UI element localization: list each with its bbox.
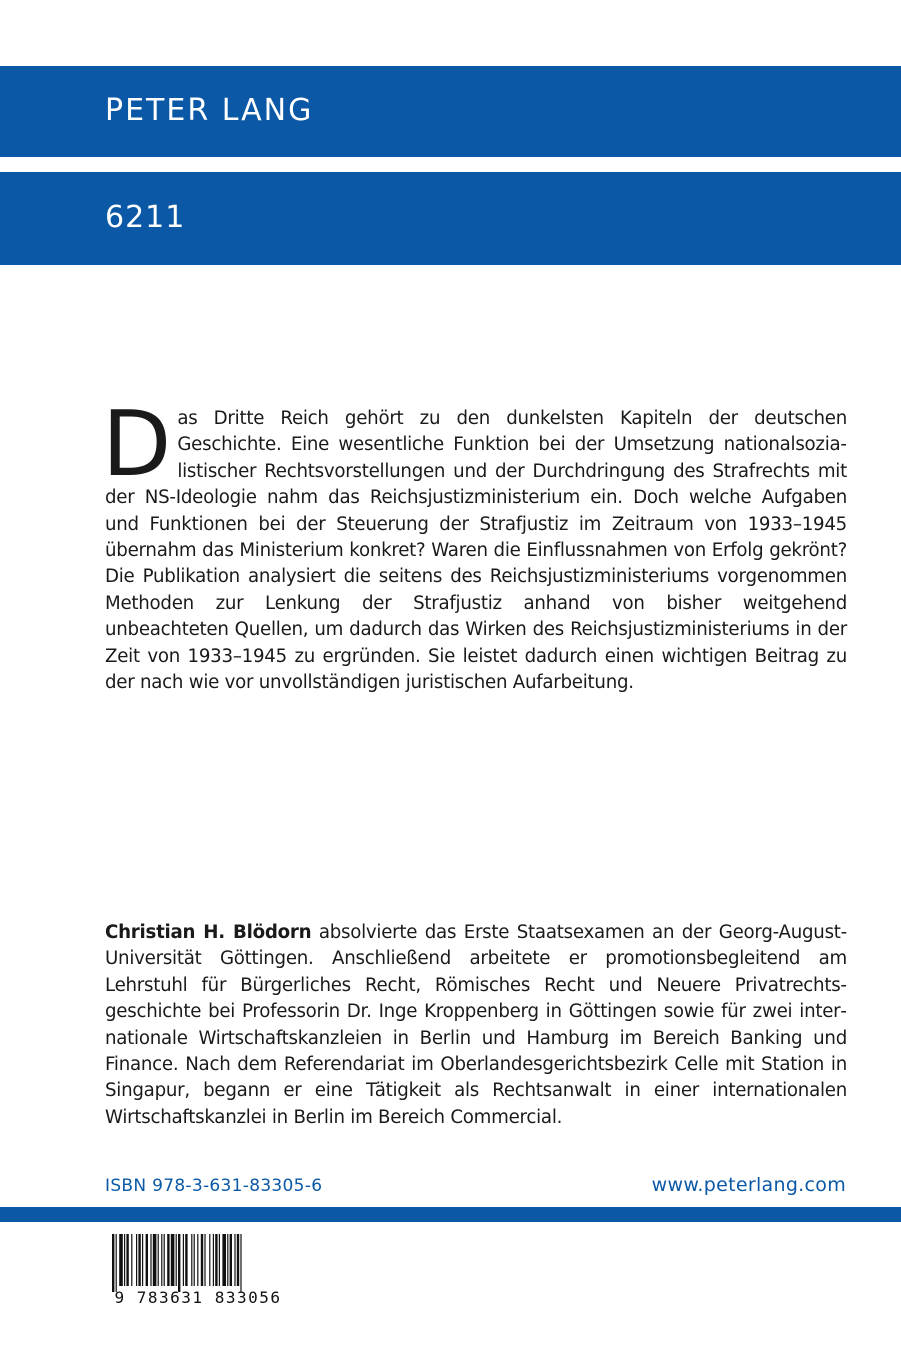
series-band [0, 172, 901, 265]
barcode-bar [197, 1234, 198, 1286]
barcode-bar [142, 1234, 143, 1286]
barcode-bar [237, 1234, 239, 1286]
barcode-bar [185, 1234, 187, 1286]
publisher-name: PETER LANG [105, 93, 314, 128]
book-description [102, 392, 847, 696]
barcode-bar [161, 1234, 162, 1286]
barcode-bar [171, 1234, 175, 1286]
barcode-bar [194, 1234, 195, 1286]
barcode-bar [213, 1234, 214, 1286]
barcode-bar [183, 1234, 184, 1286]
barcode-bar [136, 1234, 137, 1286]
footer-rule [0, 1207, 901, 1222]
barcode-bar [222, 1234, 226, 1286]
barcode-bar [240, 1234, 241, 1292]
barcode-bar [219, 1234, 220, 1286]
barcode-bar [230, 1234, 232, 1286]
description-text: as Dritte Reich gehört zu den dunkelsten Kapiteln der deutschen Geschichte. Eine wesentliche Funktion bei der Umsetzung nationalsozialistischer Rechtsvorstellungen und der Durchdringung des Strafrechts mit der NS-Ideologie nahm das Reichsjustizministerium ein. Doch welche Aufgaben und Funktionen bei der Steuerung der Strafjustiz im Zeitraum von 1933–1945 übernahm das Ministerium konkret? Waren die Einflussnahmen von Erfolg gekrönt? Die Publikation analysiert die seitens des Reichsjustizministeriums vorgenommen Methoden zur Lenkung der Strafjustiz anhand von bisher weitgehend unbeachteten Quellen, um dadurch das Wirken des Reichsjustizministeriums in der Zeit von 1933–1945 zu ergründen. Sie leistet dadurch einen wichtigen Beitrag zu der nach wie vor unvollständigen juristischen Aufarbeitung. [105, 408, 847, 694]
barcode-bar [116, 1234, 117, 1292]
author-bio-text: absolvierte das Erste Staatsexamen an der Georg-August-Universität Göttingen. Anschließend arbeitete er promotionsbegleitend am Lehrstuhl für Bürgerliches Recht, Römisches Recht und Neuere Privatrechtsgeschichte bei Professorin Dr. Inge Kroppenberg in Göttingen sowie für zwei internationale Wirtschaftskanzleien in Berlin und Hamburg im Bereich Banking und Finance. Nach dem Referendariat im Oberlandesgerichtsbezirk Celle mit Station in Singapur, begann er eine Tätigkeit als Rechtsanwalt in einer internationalen Wirtschaftskanzlei in Berlin im Bereich Commercial. [105, 922, 847, 1128]
barcode-bar [204, 1234, 205, 1286]
barcode [98, 1230, 298, 1306]
author-bio [105, 920, 847, 1131]
website-link[interactable]: www.peterlang.com [651, 1174, 846, 1196]
series-number: 6211 [105, 200, 186, 235]
barcode-bar [146, 1234, 148, 1286]
barcode-bar [150, 1234, 151, 1286]
barcode-bar [158, 1234, 159, 1286]
isbn: ISBN 978-3-631-83305-6 [105, 1176, 323, 1196]
barcode-bar [112, 1234, 114, 1292]
barcode-digits: 9 783631 833056 [114, 1288, 282, 1306]
barcode-bar [209, 1234, 210, 1286]
barcode-bar [153, 1234, 157, 1286]
barcode-bar [126, 1234, 128, 1286]
publisher-band [0, 66, 901, 157]
barcode-bar [124, 1234, 125, 1286]
barcode-bar [164, 1234, 165, 1286]
barcode-bar [201, 1234, 203, 1286]
barcode-bar [131, 1234, 132, 1286]
author-name: Christian H. Blödorn [105, 922, 312, 943]
barcode-bar [227, 1234, 228, 1286]
barcode-bar [215, 1234, 217, 1286]
barcode-bar [176, 1234, 177, 1286]
barcode-bar [234, 1234, 235, 1286]
barcode-bar [191, 1234, 192, 1286]
drop-cap: D [102, 392, 172, 497]
barcode-bar [138, 1234, 140, 1286]
barcode-bar [178, 1234, 180, 1292]
barcode-bar [167, 1234, 169, 1286]
barcode-bar [119, 1234, 123, 1286]
